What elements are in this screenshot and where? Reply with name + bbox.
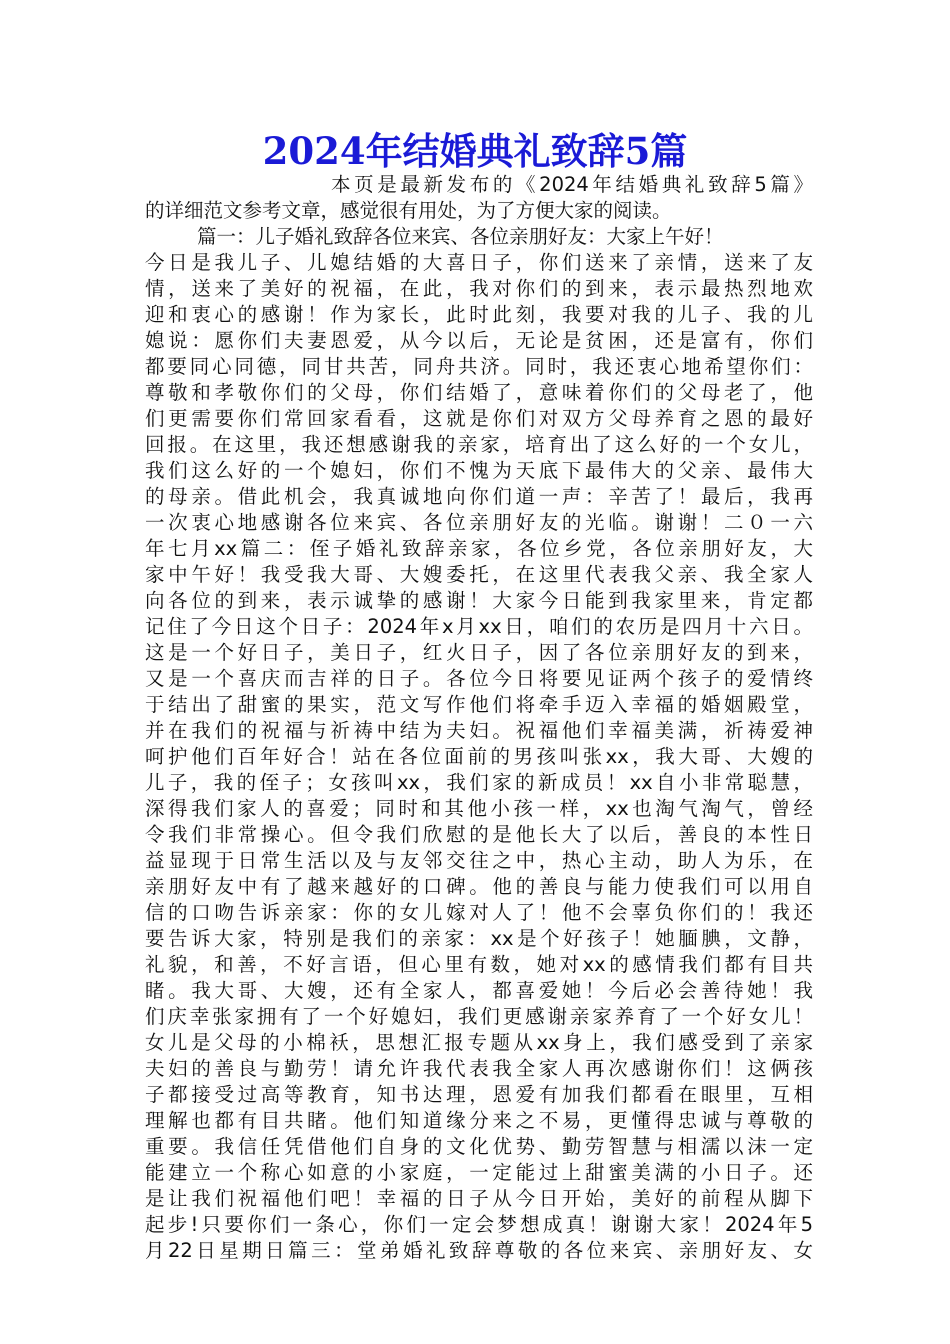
document-title: 2024年结婚典礼致辞5篇 — [262, 129, 688, 173]
body-line: 女儿是父母的小棉袄，思想汇报专题从xx身上，我们感受到了亲家 — [145, 1031, 813, 1054]
body-line: 迎和衷心的感谢！作为家长，此时此刻，我要对我的儿子、我的儿 — [145, 303, 813, 326]
body-line: 能建立一个称心如意的小家庭，一定能过上甜蜜美满的小日子。还 — [145, 1161, 813, 1184]
body-line: 令我们非常操心。但令我们欣慰的是他长大了以后，善良的本性日 — [145, 823, 813, 846]
body-line: 重要。我信任凭借他们自身的文化优势、勤劳智慧与相濡以沫一定 — [145, 1135, 813, 1158]
document-body — [145, 172, 813, 1264]
body-line: 都要同心同德，同甘共苦，同舟共济。同时，我还衷心地希望你们： — [145, 355, 813, 378]
body-line: 这是一个好日子，美日子，红火日子，因了各位亲朋好友的到来， — [145, 641, 813, 664]
body-line: 情，送来了美好的祝福，在此，我对你们的到来，表示最热烈地欢 — [145, 277, 813, 300]
body-line: 篇一：儿子婚礼致辞各位来宾、各位亲朋好友：大家上午好！ — [197, 225, 724, 248]
body-line: 礼貌，和善，不好言语，但心里有数，她对xx的感情我们都有目共 — [145, 953, 813, 976]
body-line: 向各位的到来，表示诚挚的感谢！大家今日能到我家里来，肯定都 — [145, 589, 813, 612]
body-line: 子都接受过高等教育，知书达理，恩爱有加我们都看在眼里，互相 — [145, 1083, 813, 1106]
body-line: 又是一个喜庆而吉祥的日子。各位今日将要见证两个孩子的爱情终 — [145, 667, 813, 690]
body-line: 年七月xx篇二：侄子婚礼致辞亲家，各位乡党，各位亲朋好友，大 — [145, 537, 813, 560]
body-line: 夫妇的善良与勤劳！请允许我代表我全家人再次感谢你们！这俩孩 — [145, 1057, 813, 1080]
body-line: 我们这么好的一个媳妇，你们不愧为天底下最伟大的父亲、最伟大 — [145, 459, 813, 482]
body-line: 并在我们的祝福与祈祷中结为夫妇。祝福他们幸福美满，祈祷爱神 — [145, 719, 813, 742]
body-line: 理解也都有目共睹。他们知道缘分来之不易，更懂得忠诚与尊敬的 — [145, 1109, 813, 1132]
body-line: 亲朋好友中有了越来越好的口碑。他的善良与能力使我们可以用自 — [145, 875, 813, 898]
body-line: 记住了今日这个日子：2024年x月xx日，咱们的农历是四月十六日。 — [145, 615, 813, 638]
body-line: 月22日星期日篇三：堂弟婚礼致辞尊敬的各位来宾、亲朋好友、女 — [145, 1239, 813, 1262]
body-line: 呵护他们百年好合！站在各位面前的男孩叫张xx，我大哥、大嫂的 — [145, 745, 813, 768]
body-line: 的详细范文参考文章，感觉很有用处，为了方便大家的阅读。 — [145, 199, 672, 222]
body-line: 尊敬和孝敬你们的父母，你们结婚了，意味着你们的父母老了，他 — [145, 381, 813, 404]
body-line: 深得我们家人的喜爱；同时和其他小孩一样，xx也淘气淘气，曾经 — [145, 797, 813, 820]
body-line: 起步!只要你们一条心，你们一定会梦想成真！谢谢大家！2024年5 — [145, 1213, 813, 1236]
body-line: 睹。我大哥、大嫂，还有全家人，都喜爱她！今后必会善待她！我 — [145, 979, 813, 1002]
body-line: 信的口吻告诉亲家：你的女儿嫁对人了！他不会辜负你们的！我还 — [145, 901, 813, 924]
body-line: 们庆幸张家拥有了一个好媳妇，我们更感谢亲家养育了一个好女儿！ — [145, 1005, 813, 1028]
body-line: 家中午好！我受我大哥、大嫂委托，在这里代表我父亲、我全家人 — [145, 563, 813, 586]
body-line: 益显现于日常生活以及与友邻交往之中，热心主动，助人为乐，在 — [145, 849, 813, 872]
body-line: 媳说：愿你们夫妻恩爱，从今以后，无论是贫困，还是富有，你们 — [145, 329, 813, 352]
body-line: 一次衷心地感谢各位来宾、各位亲朋好友的光临。谢谢！二０一六 — [145, 511, 813, 534]
body-line: 儿子，我的侄子；女孩叫xx，我们家的新成员！xx自小非常聪慧， — [145, 771, 813, 794]
body-line: 今日是我儿子、儿媳结婚的大喜日子，你们送来了亲情，送来了友 — [145, 251, 813, 274]
body-line: 回报。在这里，我还想感谢我的亲家，培育出了这么好的一个女儿， — [145, 433, 813, 456]
body-line: 本页是最新发布的《2024年结婚典礼致辞5篇》 — [331, 173, 813, 196]
body-line: 们更需要你们常回家看看，这就是你们对双方父母养育之恩的最好 — [145, 407, 813, 430]
body-line: 于结出了甜蜜的果实，范文写作他们将牵手迈入幸福的婚姻殿堂， — [145, 693, 813, 716]
body-line: 的母亲。借此机会，我真诚地向你们道一声：辛苦了！最后，我再 — [145, 485, 813, 508]
body-line: 是让我们祝福他们吧！幸福的日子从今日开始，美好的前程从脚下 — [145, 1187, 813, 1210]
body-line: 要告诉大家，特别是我们的亲家：xx是个好孩子！她腼腆，文静， — [145, 927, 813, 950]
